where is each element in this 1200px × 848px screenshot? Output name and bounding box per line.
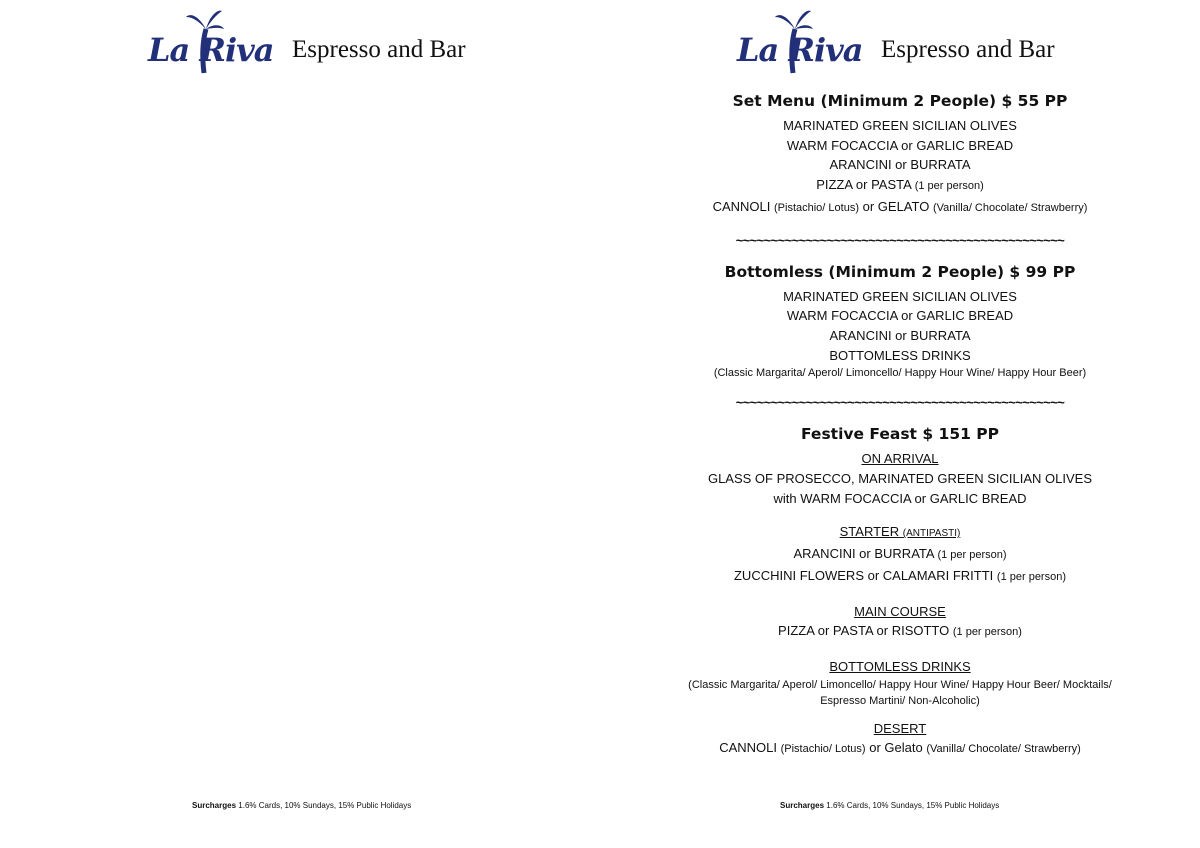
menu-line	[600, 566, 1200, 588]
brand-subtitle: Espresso and Bar	[292, 36, 466, 63]
logo-wordmark: La Riva	[148, 31, 274, 69]
set-menu-section	[600, 90, 1200, 219]
menu-line: MARINATED GREEN SICILIAN OLIVES	[783, 118, 1017, 133]
tilde-separator: ~~~~~~~~~~~~~~~~~~~~~~~~~~~~~~~~~~~~~~~~~~~~~~~	[735, 232, 1065, 248]
menu-line	[600, 621, 1200, 643]
menu-line: MARINATED GREEN SICILIAN OLIVES	[783, 288, 1017, 304]
menu-line: GLASS OF PROSECCO, MARINATED GREEN SICILIAN OLIVES	[707, 471, 1093, 487]
bottomless-section	[600, 261, 1200, 382]
menu-line-note: (Pistachio/ Lotus)	[774, 201, 859, 214]
menu-line-main: PIZZA or PASTA or RISOTTO	[778, 623, 950, 639]
menu-line-note: (Pistachio/ Lotus)	[780, 743, 866, 756]
surcharges-footer	[780, 801, 999, 810]
starter-heading-note: (ANTIPASTI)	[902, 528, 961, 540]
menu-line-note: (1 per person)	[996, 570, 1066, 583]
menu-line-note: (Vanilla/ Chocolate/ Strawberry)	[932, 201, 1088, 214]
menu-line-main: or Gelato	[869, 740, 923, 756]
menu-line	[600, 175, 1200, 197]
menu-line-note: (Vanilla/ Chocolate/ Strawberry)	[926, 743, 1081, 756]
festive-title: Festive Feast $ 151 PP	[800, 425, 1000, 444]
menu-line	[600, 197, 1200, 219]
desert-heading: DESERT	[873, 720, 927, 736]
main-course-heading: MAIN COURSE	[854, 603, 946, 619]
bottomless-drinks-heading: BOTTOMLESS DRINKS	[829, 658, 971, 674]
surcharges-label: Surcharges	[780, 801, 825, 810]
bottomless-title: Bottomless (Minimum 2 People) $ 99 PP	[724, 262, 1076, 281]
set-menu-title: Set Menu (Minimum 2 People) $ 55 PP	[732, 92, 1068, 110]
menu-line: WARM FOCACCIA or GARLIC BREAD	[786, 308, 1014, 324]
menu-line: ARANCINI or BURRATA	[829, 327, 971, 343]
menu-line	[600, 544, 1200, 566]
menu-line	[600, 738, 1200, 760]
menu-line-main: PIZZA or PASTA	[816, 177, 912, 193]
menu	[600, 90, 1200, 760]
tilde-separator: ~~~~~~~~~~~~~~~~~~~~~~~~~~~~~~~~~~~~~~~~~~~~~~~	[735, 395, 1065, 411]
menu-line: (Classic Margarita/ Aperol/ Limoncello/ Happy Hour Wine/ Happy Hour Beer/ Mocktails/	[688, 678, 1112, 691]
menu-line-note: (1 per person)	[952, 626, 1022, 639]
menu-line-main: or GELATO	[862, 198, 930, 214]
menu-line: Espresso Martini/ Non-Alcoholic)	[820, 694, 980, 707]
menu-line-main: CANNOLI	[712, 198, 771, 214]
logo-wordmark: La Riva	[737, 31, 863, 69]
header	[148, 6, 466, 76]
menu-line: ARANCINI or BURRATA	[829, 157, 971, 173]
menu-line-note: (1 per person)	[914, 180, 984, 193]
brand-subtitle: Espresso and Bar	[881, 36, 1055, 63]
menu-line-main: ZUCCHINI FLOWERS or CALAMARI FRITTI	[733, 567, 994, 583]
festive-section	[600, 423, 1200, 760]
menu-line: (Classic Margarita/ Aperol/ Limoncello/ Happy Hour Wine/ Happy Hour Beer)	[713, 367, 1087, 380]
header	[737, 6, 1055, 76]
la-riva-logo	[737, 7, 865, 75]
starter-heading-main: STARTER	[839, 524, 900, 540]
menu-line-main: CANNOLI	[719, 740, 777, 756]
menu-line-main: ARANCINI or BURRATA	[793, 546, 934, 562]
menu-line: WARM FOCACCIA or GARLIC BREAD	[786, 137, 1014, 153]
menu-line: with WARM FOCACCIA or GARLIC BREAD	[773, 490, 1027, 506]
surcharges-text: 1.6% Cards, 10% Sundays, 15% Public Holidays	[238, 801, 412, 810]
surcharges-text: 1.6% Cards, 10% Sundays, 15% Public Holidays	[826, 801, 1000, 810]
starter-heading	[600, 522, 1200, 544]
surcharges-label: Surcharges	[192, 801, 237, 810]
arrival-heading: ON ARRIVAL	[861, 451, 939, 467]
menu-line-note: (1 per person)	[937, 549, 1007, 562]
menu-line: BOTTOMLESS DRINKS	[829, 347, 971, 363]
surcharges-footer	[192, 801, 411, 810]
right-page	[600, 0, 1200, 848]
la-riva-logo	[148, 7, 276, 75]
